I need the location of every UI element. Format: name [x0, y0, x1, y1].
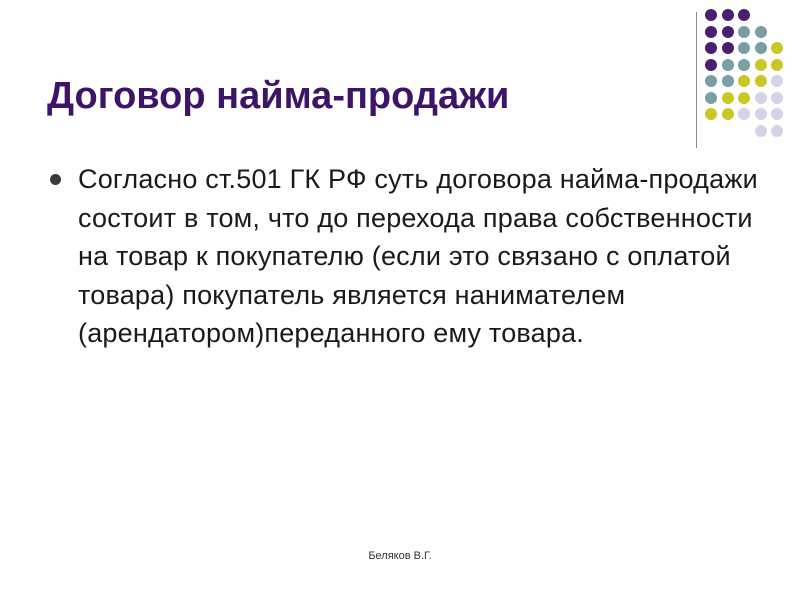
decorative-dot: [771, 125, 783, 137]
decorative-vertical-line: [696, 12, 697, 148]
bullet-dot-icon: [50, 174, 61, 185]
decorative-dot: [705, 108, 717, 120]
decorative-dot: [771, 108, 783, 120]
decorative-dot: [705, 26, 717, 38]
slide-title: Договор найма-продажи: [47, 75, 510, 117]
bullet-text: Согласно ст.501 ГК РФ суть договора найма-продажи состоит в том, что до перехода права собственности на товар к покупателю (если это связано с оплатой товара) покупатель является нанимателем (арендатором)переданного ему товара.: [78, 164, 758, 348]
decorative-dot: [722, 75, 734, 87]
decorative-dot-grid: [705, 9, 795, 129]
decorative-dot: [705, 42, 717, 54]
bullet-list: [46, 160, 766, 353]
decorative-dot: [755, 75, 767, 87]
decorative-dot: [771, 59, 783, 71]
footer-author: Беляков В.Г.: [368, 550, 432, 562]
decorative-dot: [771, 75, 783, 87]
decorative-dot: [722, 108, 734, 120]
decorative-dot: [755, 92, 767, 104]
bullet-item: [46, 160, 766, 353]
decorative-dot: [722, 26, 734, 38]
decorative-dot: [738, 59, 750, 71]
decorative-dot: [771, 42, 783, 54]
decorative-dot: [705, 75, 717, 87]
decorative-dot: [738, 92, 750, 104]
decorative-dot: [722, 42, 734, 54]
decorative-dot: [755, 42, 767, 54]
decorative-dot: [738, 75, 750, 87]
decorative-dot: [738, 9, 750, 21]
decorative-dot: [755, 26, 767, 38]
decorative-dot: [755, 59, 767, 71]
decorative-dot: [705, 59, 717, 71]
decorative-dot: [738, 108, 750, 120]
decorative-dot: [722, 92, 734, 104]
decorative-dot: [738, 42, 750, 54]
decorative-dot: [722, 9, 734, 21]
decorative-dot: [722, 59, 734, 71]
decorative-dot: [771, 92, 783, 104]
decorative-dot: [705, 92, 717, 104]
decorative-dot: [755, 125, 767, 137]
decorative-dot: [705, 9, 717, 21]
decorative-dot: [738, 26, 750, 38]
decorative-dot: [755, 108, 767, 120]
